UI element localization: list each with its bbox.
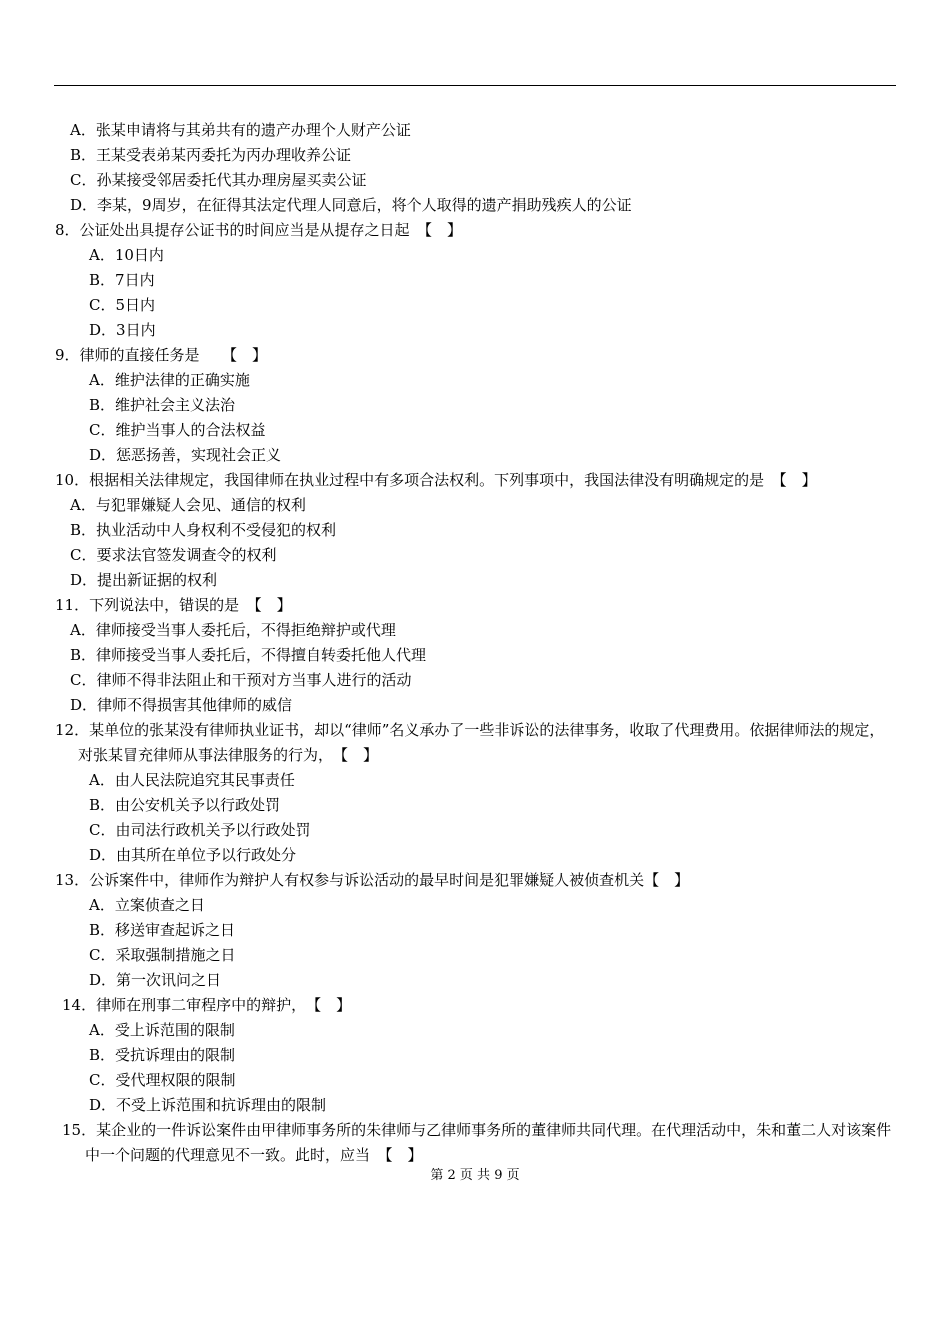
line-text: D．提出新证据的权利 <box>70 571 218 589</box>
text-line <box>0 143 950 168</box>
line-text: A．律师接受当事人委托后，不得拒绝辩护或代理 <box>70 621 396 639</box>
text-line <box>0 718 950 768</box>
line-text: D．3日内 <box>89 321 156 339</box>
text-line <box>0 893 950 918</box>
text-line <box>0 593 950 618</box>
text-line <box>0 443 950 468</box>
text-line <box>0 368 950 393</box>
line-text: D．由其所在单位予以行政处分 <box>89 846 297 864</box>
line-text: B．执业活动中人身权利不受侵犯的权利 <box>70 521 337 539</box>
line-text: A．立案侦查之日 <box>89 896 205 914</box>
text-line <box>0 618 950 643</box>
line-text: B．7日内 <box>89 271 155 289</box>
text-line <box>0 193 950 218</box>
line-text: A．与犯罪嫌疑人会见、通信的权利 <box>70 496 306 514</box>
text-line <box>0 993 950 1018</box>
text-line <box>0 1018 950 1043</box>
line-text: C．受代理权限的限制 <box>89 1071 236 1089</box>
line-text: C．律师不得非法阻止和干预对方当事人进行的活动 <box>70 671 412 689</box>
line-text: B．王某受表弟某丙委托为丙办理收养公证 <box>70 146 352 164</box>
line-text: C．由司法行政机关予以行政处罚 <box>89 821 311 839</box>
text-line <box>0 243 950 268</box>
text-line <box>0 643 950 668</box>
line-text: B．维护社会主义法治 <box>89 396 236 414</box>
line-text: 10．根据相关法律规定，我国律师在执业过程中有多项合法权利。下列事项中，我国法律没有明确规定的是 【 】 <box>55 471 817 489</box>
text-line <box>0 543 950 568</box>
line-text: C．5日内 <box>89 296 156 314</box>
line-text: B．移送审查起诉之日 <box>89 921 236 939</box>
text-line <box>0 918 950 943</box>
text-line <box>0 668 950 693</box>
line-text: B．由公安机关予以行政处罚 <box>89 796 281 814</box>
text-line <box>0 118 950 143</box>
line-text: 11．下列说法中，错误的是 【 】 <box>55 596 292 614</box>
line-text: B．律师接受当事人委托后，不得擅自转委托他人代理 <box>70 646 427 664</box>
line-text: 15．某企业的一件诉讼案件由甲律师事务所的朱律师与乙律师事务所的董律师共同代理。在代理活动中，朱和董二人对该案件中一个问题的代理意见不一致。此时，应当 【 】 <box>62 1121 892 1164</box>
text-line <box>0 318 950 343</box>
line-text: D．惩恶扬善，实现社会正义 <box>89 446 282 464</box>
text-line <box>0 818 950 843</box>
text-line <box>0 468 950 493</box>
text-line <box>0 768 950 793</box>
text-line <box>0 168 950 193</box>
line-text: D．律师不得损害其他律师的威信 <box>70 696 293 714</box>
line-text: 9．律师的直接任务是 【 】 <box>55 346 268 364</box>
text-line <box>0 568 950 593</box>
line-text: D．第一次讯问之日 <box>89 971 222 989</box>
header-rule <box>54 85 896 86</box>
text-line <box>0 793 950 818</box>
line-text: C．要求法官签发调查令的权利 <box>70 546 277 564</box>
text-line <box>0 1043 950 1068</box>
line-text: C．维护当事人的合法权益 <box>89 421 266 439</box>
text-line <box>0 393 950 418</box>
text-line <box>0 218 950 243</box>
text-line <box>0 968 950 993</box>
text-line <box>0 693 950 718</box>
line-text: C．孙某接受邻居委托代其办理房屋买卖公证 <box>70 171 367 189</box>
text-line <box>0 1068 950 1093</box>
line-text: D．李某，9周岁，在征得其法定代理人同意后，将个人取得的遗产捐助残疾人的公证 <box>70 196 632 214</box>
line-text: 13．公诉案件中，律师作为辩护人有权参与诉讼活动的最早时间是犯罪嫌疑人被侦查机关【 】 <box>55 871 690 889</box>
text-line <box>0 418 950 443</box>
line-text: C．采取强制措施之日 <box>89 946 236 964</box>
line-text: A．由人民法院追究其民事责任 <box>89 771 295 789</box>
text-line <box>0 268 950 293</box>
text-line <box>0 493 950 518</box>
text-line <box>0 1093 950 1118</box>
document-body <box>0 118 950 1168</box>
line-text: 12．某单位的张某没有律师执业证书，却以“律师”名义承办了一些非诉讼的法律事务，收取了代理费用。依据律师法的规定，对张某冒充律师从事法律服务的行为， 【 】 <box>55 721 885 764</box>
line-text: A．张某申请将与其弟共有的遗产办理个人财产公证 <box>70 121 411 139</box>
line-text: A．10日内 <box>89 246 164 264</box>
text-line <box>0 843 950 868</box>
text-line <box>0 293 950 318</box>
line-text: B．受抗诉理由的限制 <box>89 1046 236 1064</box>
text-line <box>0 868 950 893</box>
line-text: 8．公证处出具提存公证书的时间应当是从提存之日起 【 】 <box>55 221 463 239</box>
line-text: D．不受上诉范围和抗诉理由的限制 <box>89 1096 327 1114</box>
page-footer: 第 2 页 共 9 页 <box>430 1168 520 1183</box>
text-line <box>0 343 950 368</box>
line-text: 14．律师在刑事二审程序中的辩护， 【 】 <box>62 996 352 1014</box>
line-text: A．受上诉范围的限制 <box>89 1021 235 1039</box>
text-line <box>0 1118 950 1168</box>
line-text: A．维护法律的正确实施 <box>89 371 250 389</box>
text-line <box>0 943 950 968</box>
text-line <box>0 518 950 543</box>
